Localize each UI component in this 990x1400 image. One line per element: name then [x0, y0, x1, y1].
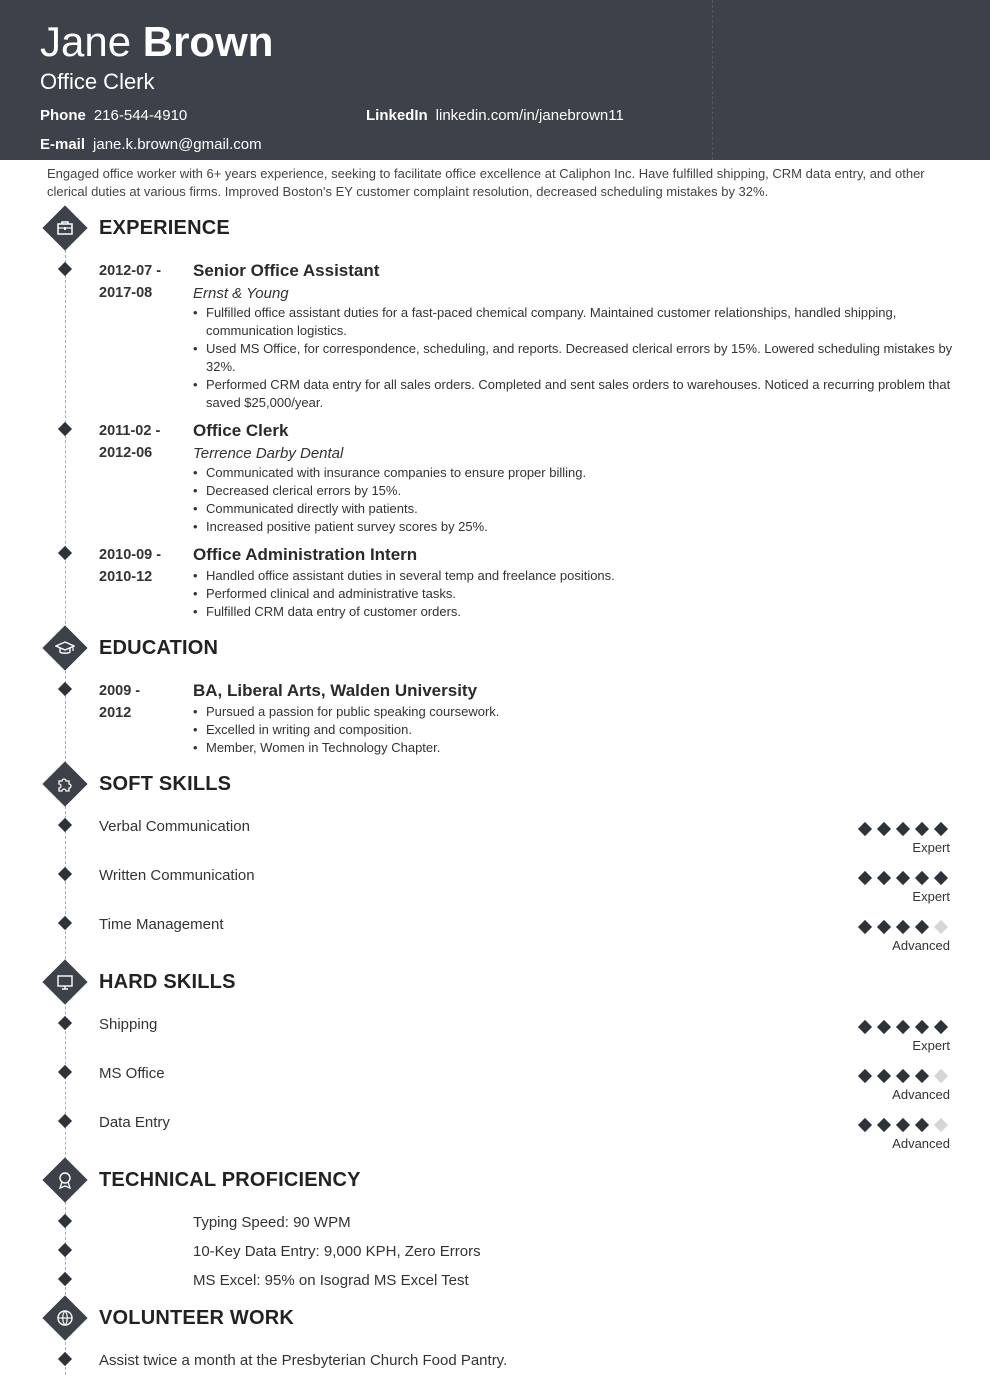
email-value[interactable]: jane.k.brown@gmail.com: [93, 136, 262, 153]
rating-diamond-filled: [896, 871, 910, 885]
last-name: Brown: [142, 18, 274, 65]
job-bullets: [193, 464, 953, 536]
basketball-icon: [42, 1295, 87, 1340]
job-title: Senior Office Assistant: [193, 261, 380, 280]
list-item: • Decreased clerical errors by 15%.: [193, 482, 953, 500]
timeline-dot: [58, 818, 72, 832]
job-date: [99, 420, 179, 464]
contact-linkedin: [366, 107, 624, 125]
date-end: 2017-08: [99, 285, 153, 301]
rating-diamond-empty: [934, 1069, 948, 1083]
skill-name: Verbal Communication: [99, 818, 250, 835]
rating-diamond-filled: [934, 822, 948, 836]
timeline-dot: [58, 1114, 72, 1128]
puzzle-icon: [42, 761, 87, 806]
rating-diamond-filled: [915, 1118, 929, 1132]
skill-rating: [858, 1069, 952, 1083]
timeline-dot: [58, 1352, 72, 1366]
timeline-dot: [58, 916, 72, 930]
linkedin-label: LinkedIn: [366, 107, 428, 124]
graduation-cap-icon: [42, 625, 87, 670]
rating-diamond-filled: [858, 1020, 872, 1034]
section-title-experience: EXPERIENCE: [99, 217, 230, 239]
education-date: [99, 680, 179, 724]
list-item: • Handled office assistant duties in several temp and freelance positions.: [193, 567, 953, 585]
rating-diamond-filled: [915, 1020, 929, 1034]
list-item: 10-Key Data Entry: 9,000 KPH, Zero Errors: [193, 1243, 481, 1260]
summary: Engaged office worker with 6+ years experience, seeking to facilitate office excellence at Caliphon Inc. Have fulfilled shipping, CRM data entry, and other clerical duties at various firms. Improved Boston's EY customer complaint resolution, decreased scheduling mistakes by 32%.: [47, 166, 925, 199]
date-end: 2010-12: [99, 569, 153, 585]
job-title: Office Clerk: [193, 421, 289, 440]
section-title-technical: TECHNICAL PROFICIENCY: [99, 1169, 361, 1191]
linkedin-link[interactable]: linkedin.com/in/janebrown11: [435, 107, 624, 124]
first-name: Jane: [40, 18, 132, 65]
header-divider: [712, 0, 713, 160]
job-bullets: [193, 567, 953, 621]
rating-diamond-empty: [934, 920, 948, 934]
timeline-dot: [58, 867, 72, 881]
rating-diamond-filled: [858, 1118, 872, 1132]
date-start: 2011-02 -: [99, 423, 161, 439]
list-item: • Performed clinical and administrative tasks.: [193, 585, 953, 603]
education-bullets: [193, 703, 953, 757]
rating-diamond-empty: [934, 1118, 948, 1132]
phone-value: 216-544-4910: [93, 107, 188, 124]
list-item: • Communicated with insurance companies to ensure proper billing.: [193, 464, 953, 482]
list-item: Assist twice a month at the Presbyterian Church Food Pantry.: [99, 1352, 508, 1369]
job-date: [99, 544, 179, 588]
job-date: [99, 260, 179, 304]
rating-diamond-filled: [877, 822, 891, 836]
timeline-dot: [58, 262, 72, 276]
rating-diamond-filled: [877, 1020, 891, 1034]
timeline-dot: [58, 546, 72, 560]
skill-level: Advanced: [892, 1087, 950, 1102]
resume-header: [0, 0, 990, 160]
company-name: Terrence Darby Dental: [193, 445, 344, 462]
timeline-dot: [58, 1243, 72, 1257]
date-end: 2012: [99, 705, 132, 721]
rating-diamond-filled: [896, 1020, 910, 1034]
contact-email: [40, 136, 262, 154]
degree-title: BA, Liberal Arts, Walden University: [193, 681, 478, 700]
rating-diamond-filled: [915, 822, 929, 836]
list-item: • Used MS Office, for correspondence, scheduling, and reports. Decreased clerical errors by 15%. Lowered scheduling mistakes by 32%.: [193, 340, 953, 376]
rating-diamond-filled: [877, 1118, 891, 1132]
section-title-volunteer: VOLUNTEER WORK: [99, 1307, 295, 1329]
timeline-dot: [58, 1065, 72, 1079]
timeline-dot: [58, 682, 72, 696]
rating-diamond-filled: [858, 871, 872, 885]
rating-diamond-filled: [858, 822, 872, 836]
skill-level: Advanced: [892, 1136, 950, 1151]
list-item: • Member, Women in Technology Chapter.: [193, 739, 953, 757]
list-item: • Performed CRM data entry for all sales orders. Completed and sent sales orders to warehouses. Noticed a recurring problem that saved $25,000/year.: [193, 376, 953, 412]
list-item: • Pursued a passion for public speaking coursework.: [193, 703, 953, 721]
briefcase-icon: [42, 205, 87, 250]
rating-diamond-filled: [915, 1069, 929, 1083]
skill-name: MS Office: [99, 1065, 165, 1082]
date-start: 2010-09 -: [99, 547, 162, 563]
section-title-soft-skills: SOFT SKILLS: [99, 773, 232, 795]
rating-diamond-filled: [877, 920, 891, 934]
monitor-icon: [42, 959, 87, 1004]
skill-rating: [858, 1020, 952, 1034]
list-item: • Fulfilled CRM data entry of customer orders.: [193, 603, 953, 621]
list-item: • Fulfilled office assistant duties for a fast-paced chemical company. Maintained customer relationships, handled shipping, communication logistics.: [193, 304, 953, 340]
rating-diamond-filled: [934, 871, 948, 885]
list-item: MS Excel: 95% on Isograd MS Excel Test: [193, 1272, 469, 1289]
award-icon: [42, 1157, 87, 1202]
skill-level: Advanced: [892, 938, 950, 953]
rating-diamond-filled: [858, 920, 872, 934]
rating-diamond-filled: [896, 1069, 910, 1083]
email-label: E-mail: [40, 136, 86, 153]
list-item: • Excelled in writing and composition.: [193, 721, 953, 739]
company-name: Ernst & Young: [193, 285, 289, 302]
skill-rating: [858, 822, 952, 836]
date-end: 2012-06: [99, 445, 153, 461]
rating-diamond-filled: [877, 871, 891, 885]
timeline-dot: [58, 422, 72, 436]
section-title-education: EDUCATION: [99, 637, 219, 659]
rating-diamond-filled: [877, 1069, 891, 1083]
job-title: Office Administration Intern: [193, 545, 418, 564]
rating-diamond-filled: [896, 822, 910, 836]
timeline-line: [65, 245, 66, 1375]
date-start: 2012-07 -: [99, 263, 162, 279]
list-item: • Communicated directly with patients.: [193, 500, 953, 518]
date-start: 2009 -: [99, 683, 141, 699]
rating-diamond-filled: [896, 920, 910, 934]
list-item: Typing Speed: 90 WPM: [193, 1214, 351, 1231]
rating-diamond-filled: [858, 1069, 872, 1083]
timeline-dot: [58, 1016, 72, 1030]
skill-name: Shipping: [99, 1016, 158, 1033]
job-bullets: [193, 304, 953, 412]
rating-diamond-filled: [915, 920, 929, 934]
skill-name: Written Communication: [99, 867, 255, 884]
skill-rating: [858, 920, 952, 934]
candidate-role: Office Clerk: [40, 69, 155, 94]
candidate-name: [40, 18, 273, 66]
contact-phone: [40, 107, 187, 125]
section-title-hard-skills: HARD SKILLS: [99, 971, 236, 993]
skill-rating: [858, 871, 952, 885]
timeline-dot: [58, 1214, 72, 1228]
skill-level: Expert: [912, 1038, 950, 1053]
phone-label: Phone: [40, 107, 86, 124]
skill-level: Expert: [912, 840, 950, 855]
skill-name: Data Entry: [99, 1114, 170, 1131]
skill-rating: [858, 1118, 952, 1132]
rating-diamond-filled: [934, 1020, 948, 1034]
rating-diamond-filled: [896, 1118, 910, 1132]
timeline-dot: [58, 1272, 72, 1286]
skill-name: Time Management: [99, 916, 224, 933]
rating-diamond-filled: [915, 871, 929, 885]
list-item: • Increased positive patient survey scores by 25%.: [193, 518, 953, 536]
skill-level: Expert: [912, 889, 950, 904]
